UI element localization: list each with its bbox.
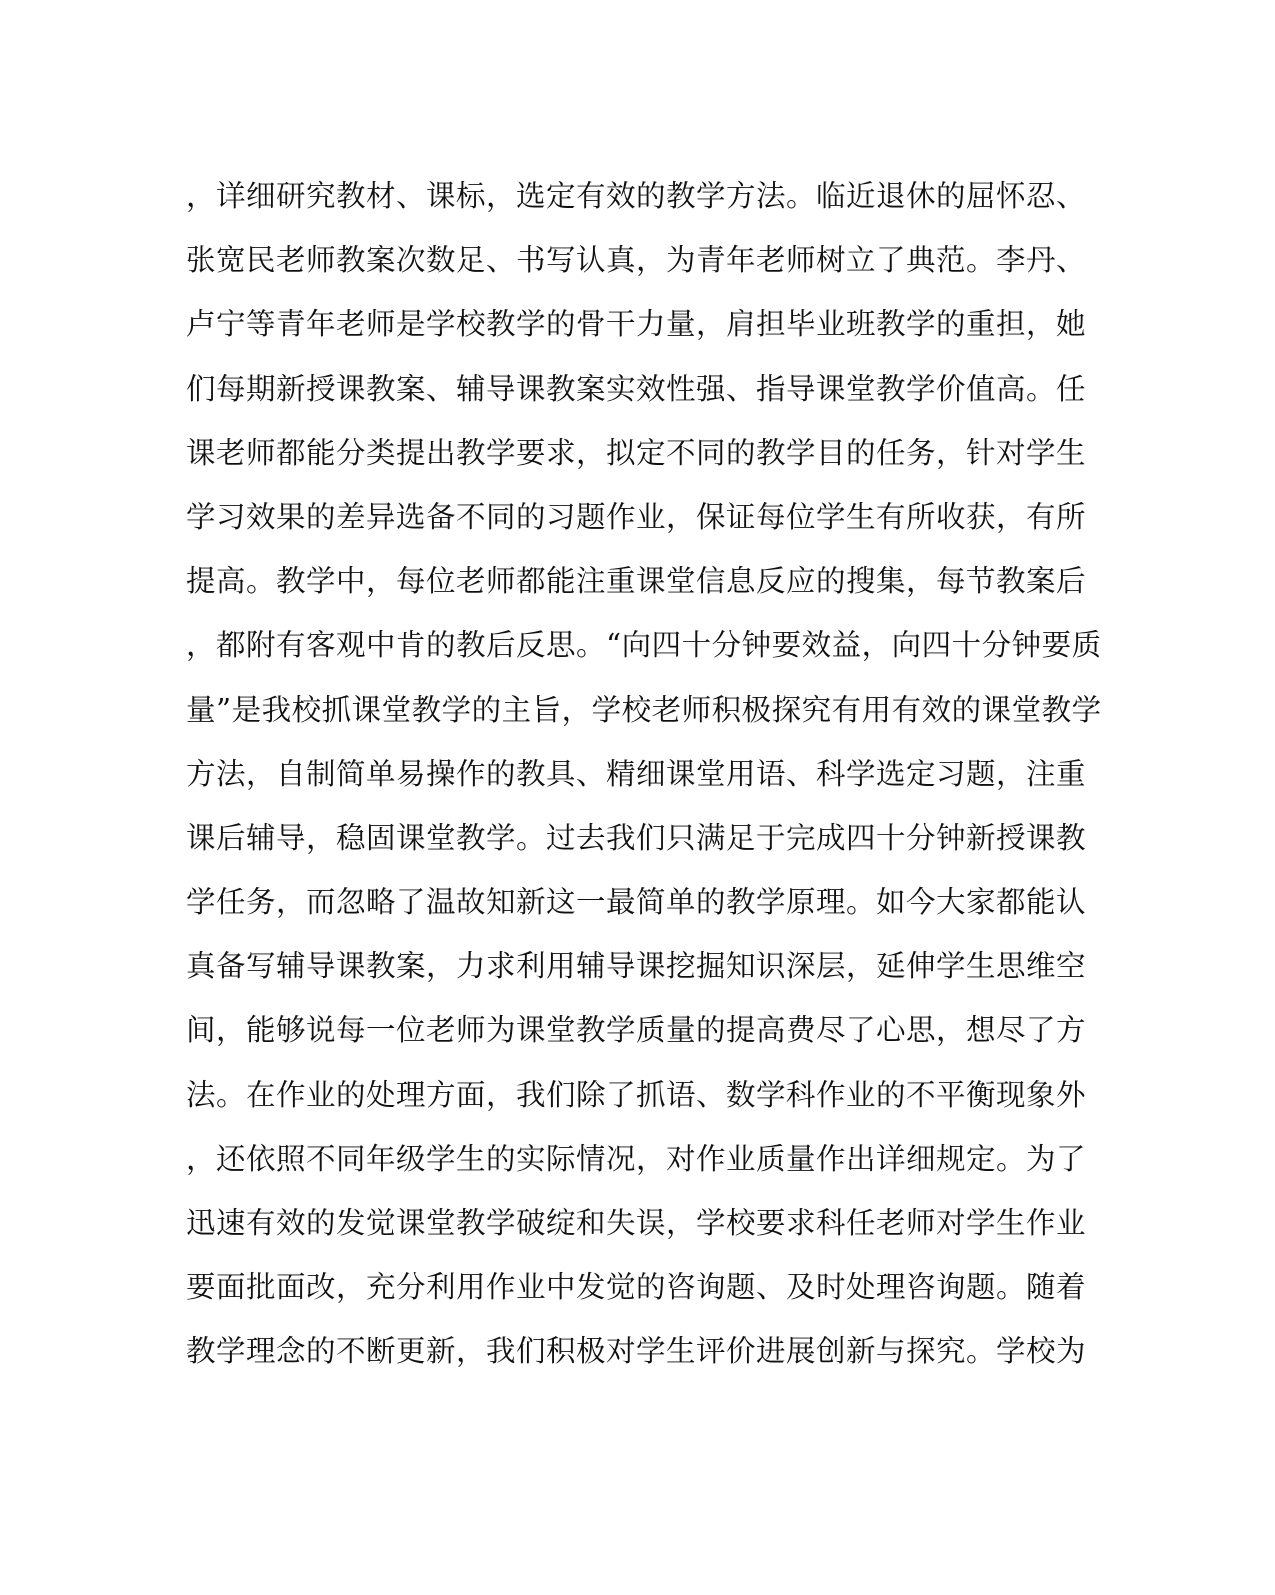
- text-line: ，还依照不同年级学生的实际情况，对作业质量作出详细规定。为了: [186, 1141, 1087, 1176]
- text-line: 要面批面改，充分利用作业中发觉的咨询题、及时处理咨询题。随着: [186, 1270, 1087, 1305]
- text-line: 们每期新授课教案、辅导课教案实效性强、指导课堂教学价值高。任: [186, 371, 1087, 406]
- text-line: ，都附有客观中肯的教后反思。“向四十分钟要效益，向四十分钟要质: [186, 628, 1102, 663]
- body-text: [186, 164, 1102, 1384]
- text-line: 张宽民老师教案次数足、书写认真，为青年老师树立了典范。李丹、: [186, 243, 1087, 278]
- text-line: 量”是我校抓课堂教学的主旨，学校老师积极探究有用有效的课堂教学: [186, 692, 1102, 727]
- text-line: 迅速有效的发觉课堂教学破绽和失误，学校要求科任老师对学生作业: [186, 1206, 1087, 1240]
- text-line: ，详细研究教材、课标，选定有效的教学方法。临近退休的屈怀忍、: [186, 179, 1087, 213]
- text-line: 提高。教学中，每位老师都能注重课堂信息反应的搜集，每节教案后: [186, 564, 1087, 599]
- text-line: 真备写辅导课教案，力求利用辅导课挖掘知识深层，延伸学生思维空: [186, 949, 1087, 984]
- text-line: 教学理念的不断更新，我们积极对学生评价进展创新与探究。学校为: [186, 1334, 1087, 1369]
- text-line: 课老师都能分类提出教学要求，拟定不同的教学目的任务，针对学生: [186, 435, 1087, 470]
- text-line: 卢宁等青年老师是学校教学的骨干力量，肩担毕业班教学的重担，她: [186, 307, 1087, 342]
- text-line: 方法，自制简单易操作的教具、精细课堂用语、科学选定习题，注重: [186, 756, 1087, 791]
- text-line: 法。在作业的处理方面，我们除了抓语、数学科作业的不平衡现象外: [186, 1077, 1087, 1112]
- text-line: 间，能够说每一位老师为课堂教学质量的提高费尽了心思，想尽了方: [186, 1013, 1087, 1048]
- text-line: 课后辅导，稳固课堂教学。过去我们只满足于完成四十分钟新授课教: [186, 820, 1087, 855]
- text-line: 学习效果的差异选备不同的习题作业，保证每位学生有所收获，有所: [186, 499, 1087, 534]
- text-line: 学任务，而忽略了温故知新这一最简单的教学原理。如今大家都能认: [186, 885, 1087, 920]
